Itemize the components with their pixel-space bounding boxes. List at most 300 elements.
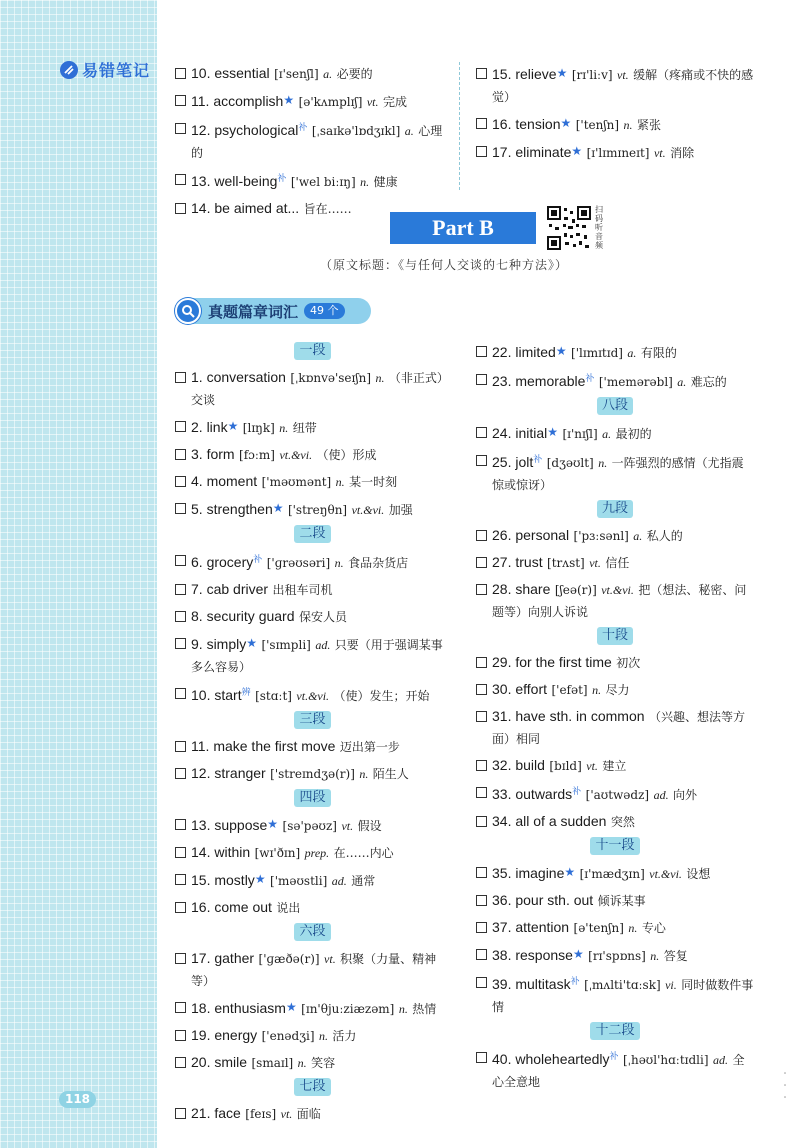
phonetic: ['streŋθn]	[287, 503, 348, 517]
checkbox[interactable]	[175, 902, 186, 913]
chinese-meaning: 全心全意地	[492, 1053, 745, 1089]
right-word-list	[476, 340, 754, 1097]
word-entry	[476, 943, 754, 967]
word-term: 7. cab driver	[191, 581, 269, 597]
paragraph-marker	[476, 397, 754, 415]
part-of-speech: n.	[334, 556, 344, 570]
word-term: 34. all of a sudden	[492, 813, 607, 829]
word-entry	[175, 996, 450, 1020]
checkbox[interactable]	[175, 555, 186, 566]
word-entry	[476, 368, 754, 393]
chinese-meaning: 完成	[382, 95, 407, 109]
supplement-mark: 补	[572, 787, 582, 797]
paragraph-marker	[175, 711, 450, 729]
checkbox[interactable]	[476, 346, 487, 357]
chinese-meaning: 陌生人	[372, 767, 409, 781]
word-term: 21. face	[191, 1105, 241, 1121]
supplement-mark: 补	[585, 374, 595, 384]
chinese-meaning: 一阵强烈的感情（尤指震惊或惊讶）	[492, 456, 744, 492]
phonetic: [bɪld]	[549, 759, 582, 773]
chinese-meaning: 积聚（力量、精神等）	[191, 952, 437, 988]
checkbox[interactable]	[175, 1002, 186, 1013]
word-term: 16. come out	[191, 899, 272, 915]
word-entry	[175, 947, 450, 992]
brand	[60, 58, 150, 81]
word-term: 17. gather	[191, 950, 255, 966]
phonetic: [smaɪl]	[251, 1056, 294, 1070]
top-left-word-list	[175, 62, 450, 224]
chinese-meaning: 通常	[351, 874, 376, 888]
word-term: 5. strengthen	[191, 501, 273, 517]
word-term: 13. suppose	[191, 817, 268, 833]
word-entry	[175, 682, 450, 707]
paragraph-marker	[476, 500, 754, 518]
part-of-speech: a.	[633, 529, 643, 543]
word-term: 10. start	[191, 687, 242, 703]
paragraph-label: 十段	[597, 627, 633, 645]
checkbox[interactable]	[175, 874, 186, 885]
phonetic: ['məʊmənt]	[261, 475, 332, 489]
checkbox[interactable]	[175, 174, 186, 185]
phonetic: ['efət]	[551, 683, 588, 697]
paragraph-marker	[175, 923, 450, 941]
word-entry	[175, 1024, 450, 1047]
word-term: 11. make the first move	[191, 738, 336, 754]
chinese-meaning: 尽力	[605, 683, 630, 697]
word-term: 22. limited	[492, 344, 556, 360]
part-of-speech: a.	[627, 346, 637, 360]
vocab-section-title: 真题篇章词汇	[208, 302, 299, 321]
phonetic: ['sɪmpli]	[261, 638, 311, 652]
word-term: 38. response	[492, 947, 573, 963]
part-of-speech: n.	[598, 456, 608, 470]
part-of-speech: n.	[335, 475, 345, 489]
part-of-speech: ad.	[331, 874, 347, 888]
star-icon: ★	[246, 636, 257, 650]
chinese-meaning: 把（想法、秘密、问题等）向别人诉说	[492, 583, 747, 619]
word-entry	[476, 810, 754, 833]
part-of-speech: n.	[359, 767, 369, 781]
chinese-meaning: 心理的	[191, 124, 443, 160]
part-of-speech: n.	[628, 921, 638, 935]
chinese-meaning: 必要的	[336, 67, 373, 81]
word-term: 37. attention	[492, 919, 570, 935]
word-term: 27. trust	[492, 554, 543, 570]
word-entry	[175, 117, 450, 164]
part-of-speech: vt.	[280, 1107, 293, 1121]
chinese-meaning: 同时做数件事情	[492, 978, 754, 1014]
checkbox[interactable]	[175, 123, 186, 134]
chinese-meaning: 有限的	[640, 346, 677, 360]
supplement-mark: 辨	[241, 688, 251, 698]
star-icon: ★	[272, 501, 284, 515]
checkbox[interactable]	[476, 977, 487, 988]
star-icon: ★	[267, 817, 279, 831]
checkbox[interactable]	[476, 711, 487, 722]
checkbox[interactable]	[175, 1108, 186, 1119]
word-entry	[476, 578, 754, 623]
star-icon: ★	[564, 865, 576, 879]
phonetic: ['tenʃn]	[575, 118, 620, 132]
checkbox[interactable]	[476, 867, 487, 878]
word-entry	[175, 470, 450, 493]
checkbox[interactable]	[476, 146, 487, 157]
word-term: 36. pour sth. out	[492, 892, 594, 908]
word-entry	[175, 868, 450, 892]
brand-name: 易错笔记	[82, 61, 151, 80]
paragraph-label: 八段	[597, 397, 633, 415]
phonetic: [ə'tenʃn]	[573, 921, 624, 935]
supplement-mark: 补	[298, 123, 308, 133]
part-of-speech: n.	[318, 1029, 328, 1043]
chinese-meaning: 只要（用于强调某事多么容易）	[191, 638, 443, 674]
part-of-speech: a.	[323, 67, 333, 81]
phonetic: [ɪ'lɪmɪneɪt]	[586, 146, 650, 160]
word-entry	[476, 678, 754, 701]
phonetic: ['lɪmɪtɪd]	[571, 346, 623, 360]
chinese-meaning: 面临	[296, 1107, 321, 1121]
star-icon: ★	[254, 872, 266, 886]
chinese-meaning: 说出	[276, 901, 301, 915]
word-term: 16. tension	[492, 116, 561, 132]
paragraph-marker	[175, 789, 450, 807]
part-of-speech: a.	[602, 427, 612, 441]
chinese-meaning: 加强	[388, 503, 413, 517]
phonetic: ['streɪndʒə(r)]	[270, 767, 355, 781]
original-title: （原文标题：《与任何人交谈的七种方法》）	[320, 258, 569, 272]
phonetic: [ʃeə(r)]	[554, 583, 597, 597]
word-entry	[476, 449, 754, 496]
chinese-meaning: 紧张	[636, 118, 661, 132]
chinese-meaning: 保安人员	[298, 610, 347, 624]
checkbox[interactable]	[476, 684, 487, 695]
page-number: 118	[59, 1091, 96, 1108]
qr-label: 扫码听音频	[595, 205, 603, 250]
checkbox[interactable]	[476, 557, 487, 568]
paragraph-marker	[175, 525, 450, 543]
part-of-speech: vt.	[341, 819, 354, 833]
word-entry	[476, 551, 754, 574]
part-of-speech: n.	[279, 421, 289, 435]
word-entry	[175, 549, 450, 574]
paragraph-marker	[175, 342, 450, 360]
checkbox[interactable]	[476, 1052, 487, 1063]
part-of-speech: vt.	[589, 556, 601, 570]
word-entry	[476, 754, 754, 777]
chinese-meaning: 在……内心	[333, 846, 394, 860]
word-entry	[476, 916, 754, 939]
phonetic: ['wel biːɪŋ]	[290, 175, 356, 189]
chinese-meaning: 难忘的	[690, 375, 727, 389]
word-entry	[175, 443, 450, 466]
phonetic: ['ɡrəʊsəri]	[266, 556, 331, 570]
checkbox[interactable]	[175, 611, 186, 622]
phonetic: [trʌst]	[547, 556, 585, 570]
star-icon: ★	[285, 1000, 297, 1014]
phonetic: [sə'pəʊz]	[282, 819, 337, 833]
phonetic: [ə'kʌmplɪʃ]	[298, 95, 363, 109]
word-entry	[175, 632, 450, 678]
word-entry	[476, 112, 754, 136]
supplement-mark: 补	[609, 1052, 619, 1062]
qr-code-icon[interactable]	[546, 205, 592, 251]
chinese-meaning: 初次	[616, 656, 641, 670]
paragraph-marker	[175, 1078, 450, 1096]
word-term: 24. initial	[492, 425, 548, 441]
left-word-list	[175, 340, 450, 1129]
checkbox[interactable]	[175, 68, 186, 79]
star-icon: ★	[572, 947, 584, 961]
checkbox[interactable]	[175, 1030, 186, 1041]
checkbox[interactable]	[175, 819, 186, 830]
checkbox[interactable]	[476, 68, 487, 79]
chinese-meaning: 健康	[373, 175, 398, 189]
checkbox[interactable]	[476, 584, 487, 595]
word-term: 3. form	[191, 446, 235, 462]
checkbox[interactable]	[476, 427, 487, 438]
supplement-mark: 补	[533, 455, 543, 465]
part-of-speech: vi.	[665, 978, 677, 992]
part-of-speech: a.	[677, 375, 687, 389]
phonetic: ['memərəbl]	[598, 375, 673, 389]
part-of-speech: vt.	[653, 146, 666, 160]
paragraph-label: 六段	[294, 923, 330, 941]
side-strip	[0, 0, 157, 1148]
word-entry	[175, 896, 450, 919]
chinese-meaning: 专心	[641, 921, 666, 935]
paragraph-label: 二段	[294, 525, 330, 543]
part-of-speech: n.	[623, 118, 633, 132]
checkbox[interactable]	[175, 503, 186, 514]
word-entry	[476, 1046, 754, 1093]
word-entry	[175, 89, 450, 113]
word-term: 6. grocery	[191, 554, 254, 570]
checkbox[interactable]	[476, 787, 487, 798]
part-of-speech: ad.	[315, 638, 331, 652]
phonetic: [ɪn'θjuːziæzəm]	[301, 1002, 395, 1016]
word-term: 8. security guard	[191, 608, 295, 624]
supplement-mark: 补	[253, 555, 263, 565]
checkbox[interactable]	[175, 95, 186, 106]
phonetic: [stɑːt]	[255, 689, 292, 703]
checkbox[interactable]	[476, 895, 487, 906]
brand-logo-icon	[60, 61, 78, 79]
word-term: 30. effort	[492, 681, 548, 697]
part-of-speech: ad.	[653, 788, 669, 802]
word-term: 14. within	[191, 844, 251, 860]
word-entry	[476, 889, 754, 912]
word-term: 33. outwards	[492, 786, 573, 802]
phonetic: [ɪ'mædʒɪn]	[579, 867, 645, 881]
part-of-speech: a.	[404, 124, 414, 138]
word-entry	[175, 841, 450, 864]
checkbox[interactable]	[175, 741, 186, 752]
chinese-meaning: （使）形成	[316, 448, 377, 462]
word-entry	[476, 705, 754, 750]
word-entry	[175, 62, 450, 85]
chinese-meaning: 消除	[670, 146, 695, 160]
checkbox[interactable]	[175, 953, 186, 964]
word-entry	[175, 168, 450, 193]
star-icon: ★	[556, 66, 568, 80]
phonetic: ['pɜːsənl]	[573, 529, 629, 543]
checkbox[interactable]	[476, 118, 487, 129]
word-entry	[476, 421, 754, 445]
paragraph-label: 九段	[597, 500, 633, 518]
chinese-meaning: 假设	[357, 819, 382, 833]
word-entry	[175, 813, 450, 837]
chinese-meaning: 某一时刻	[349, 475, 398, 489]
checkbox[interactable]	[476, 760, 487, 771]
word-term: 18. enthusiasm	[191, 1000, 286, 1016]
chinese-meaning: 建立	[602, 759, 627, 773]
paragraph-label: 十一段	[590, 837, 639, 855]
phonetic: ['məʊstli]	[270, 874, 328, 888]
word-term: 2. link	[191, 419, 228, 435]
phonetic: [dʒəʊlt]	[546, 456, 594, 470]
chinese-meaning: 活力	[332, 1029, 357, 1043]
word-term: 11. accomplish	[191, 93, 284, 109]
chinese-meaning: 信任	[605, 556, 630, 570]
word-term: 17. eliminate	[492, 144, 572, 160]
checkbox[interactable]	[175, 449, 186, 460]
phonetic: [ˌmʌlti'tɑːsk]	[584, 978, 661, 992]
word-term: 39. multitask	[492, 976, 571, 992]
paragraph-marker	[476, 837, 754, 855]
word-entry	[476, 524, 754, 547]
part-of-speech: n.	[398, 1002, 408, 1016]
checkbox[interactable]	[476, 530, 487, 541]
checkbox[interactable]	[175, 847, 186, 858]
part-of-speech: n.	[650, 949, 660, 963]
search-icon	[175, 298, 201, 324]
checkbox[interactable]	[175, 768, 186, 779]
star-icon: ★	[571, 144, 583, 158]
chinese-meaning: 食品杂货店	[348, 556, 409, 570]
vocab-section-header	[175, 298, 371, 324]
paragraph-marker	[476, 1022, 754, 1040]
checkbox[interactable]	[175, 203, 186, 214]
word-entry	[175, 497, 450, 521]
chinese-meaning: 缓解（疼痛或不快的感觉）	[492, 68, 754, 104]
word-entry	[175, 605, 450, 628]
word-entry	[476, 781, 754, 806]
checkbox[interactable]	[175, 476, 186, 487]
part-of-speech: ad.	[713, 1053, 728, 1067]
word-term: 40. wholeheartedly	[492, 1051, 610, 1067]
word-term: 23. memorable	[492, 373, 586, 389]
part-of-speech: n.	[297, 1056, 307, 1070]
supplement-mark: 补	[570, 977, 580, 987]
part-of-speech: vt.&vi.	[649, 867, 682, 881]
word-term: 35. imagine	[492, 865, 565, 881]
word-term: 14. be aimed at...	[191, 200, 300, 216]
word-entry	[476, 651, 754, 674]
part-of-speech: vt.&vi.	[351, 503, 385, 517]
checkbox[interactable]	[476, 455, 487, 466]
chinese-meaning: 笑容	[311, 1056, 336, 1070]
star-icon: ★	[547, 425, 559, 439]
checkbox[interactable]	[476, 374, 487, 385]
chinese-meaning: （非正式）交谈	[191, 371, 449, 407]
paragraph-marker	[476, 627, 754, 645]
checkbox[interactable]	[175, 1057, 186, 1068]
checkbox[interactable]	[175, 372, 186, 383]
word-term: 26. personal	[492, 527, 570, 543]
checkbox[interactable]	[476, 922, 487, 933]
part-title: Part B	[390, 212, 536, 244]
chinese-meaning: 出租车司机	[272, 583, 333, 597]
paragraph-label: 四段	[294, 789, 330, 807]
word-entry	[476, 140, 754, 164]
phonetic: [rɪ'liːv]	[571, 68, 613, 82]
checkbox[interactable]	[175, 638, 186, 649]
word-term: 20. smile	[191, 1054, 248, 1070]
word-term: 1. conversation	[191, 369, 286, 385]
paragraph-label: 七段	[294, 1078, 330, 1096]
word-term: 4. moment	[191, 473, 258, 489]
checkbox[interactable]	[476, 657, 487, 668]
star-icon: ★	[283, 93, 295, 107]
paragraph-label: 一段	[294, 342, 330, 360]
word-entry	[476, 62, 754, 108]
phonetic: [feɪs]	[245, 1107, 277, 1121]
chinese-meaning: 最初的	[615, 427, 652, 441]
top-right-word-list	[476, 62, 754, 168]
phonetic: [lɪŋk]	[242, 421, 275, 435]
part-of-speech: vt.	[586, 759, 598, 773]
checkbox[interactable]	[476, 816, 487, 827]
part-of-speech: vt.&vi.	[601, 583, 634, 597]
word-entry	[175, 1051, 450, 1074]
word-term: 15. mostly	[191, 872, 255, 888]
word-term: 19. energy	[191, 1027, 258, 1043]
chinese-meaning: 向外	[673, 788, 698, 802]
part-of-speech: n.	[360, 175, 370, 189]
phonetic: [wɪ'ðɪn]	[254, 846, 301, 860]
word-term: 28. share	[492, 581, 551, 597]
checkbox[interactable]	[175, 688, 186, 699]
chinese-meaning: 倾诉某事	[597, 894, 646, 908]
part-of-speech: n.	[592, 683, 602, 697]
phonetic: [fɔːm]	[239, 448, 275, 462]
column-divider	[459, 62, 460, 190]
chinese-meaning: 旨在……	[303, 202, 352, 216]
checkbox[interactable]	[476, 949, 487, 960]
paragraph-label: 十二段	[590, 1022, 639, 1040]
part-of-speech: vt.	[366, 95, 379, 109]
word-entry	[175, 578, 450, 601]
word-term: 15. relieve	[492, 66, 557, 82]
word-entry	[476, 971, 754, 1018]
word-term: 9. simply	[191, 636, 247, 652]
phonetic: [ˌsaɪkə'lɒdʒɪkl]	[311, 124, 401, 138]
chinese-meaning: 设想	[686, 867, 711, 881]
phonetic: [rɪ'spɒns]	[588, 949, 646, 963]
star-icon: ★	[227, 419, 239, 433]
part-of-speech: vt.&vi.	[279, 448, 313, 462]
checkbox[interactable]	[175, 421, 186, 432]
margin-dots	[784, 1070, 786, 1100]
part-of-speech: vt.	[324, 952, 336, 966]
checkbox[interactable]	[175, 584, 186, 595]
word-entry	[175, 415, 450, 439]
star-icon: ★	[560, 116, 572, 130]
chinese-meaning: （兴趣、想法等方面）相同	[492, 710, 745, 746]
word-term: 12. psychological	[191, 122, 299, 138]
phonetic: ['aʊtwədz]	[585, 788, 650, 802]
chinese-meaning: 突然	[610, 815, 635, 829]
